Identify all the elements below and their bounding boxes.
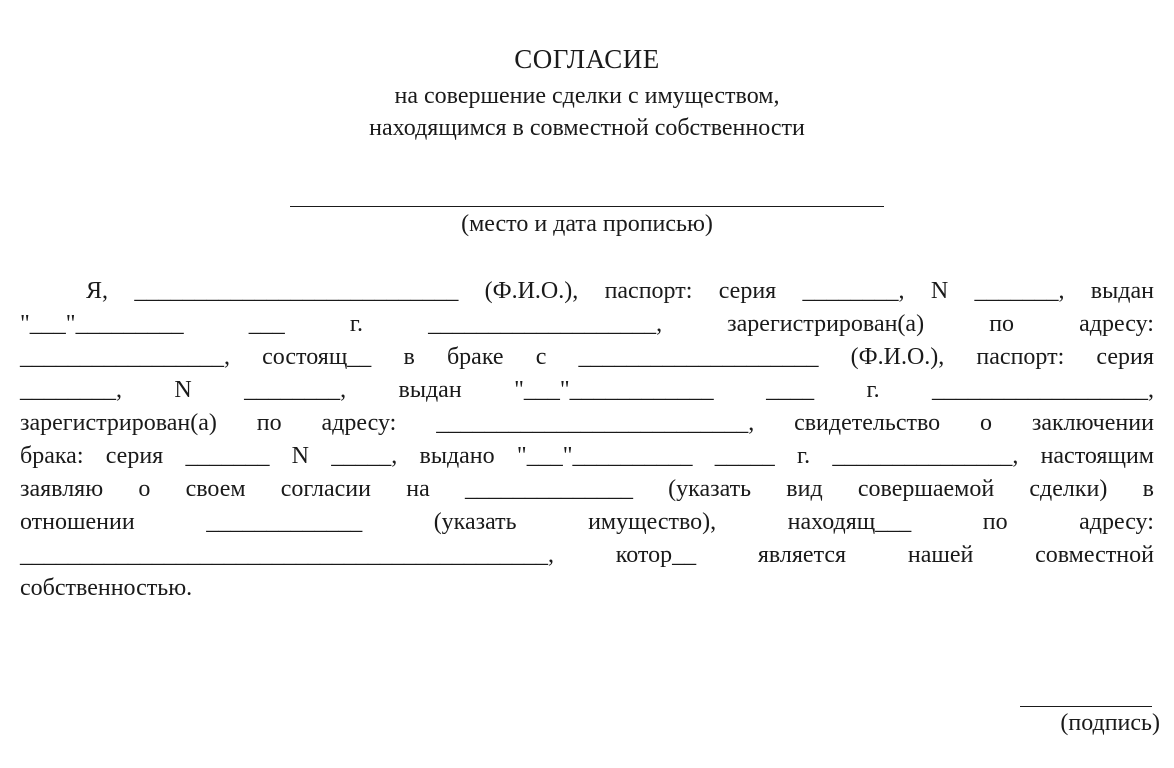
body-word: г.	[796, 443, 811, 469]
document-subtitle-line1: на совершение сделки с имуществом,	[394, 83, 780, 109]
signature-blank-line	[1020, 706, 1152, 707]
body-line-9	[20, 542, 1154, 575]
body-word: ____	[766, 377, 815, 403]
body-word: _________________,	[20, 344, 230, 370]
body-word: паспорт:	[604, 278, 693, 304]
signature-caption: (подпись)	[1060, 710, 1160, 736]
place-date-blank-line	[290, 206, 884, 207]
body-word: г.	[349, 311, 363, 337]
body-word: _______	[185, 443, 270, 469]
body-word: в	[1142, 476, 1154, 502]
body-line-1	[86, 278, 1154, 311]
body-word: адресу:	[1079, 311, 1154, 337]
body-word: N	[291, 443, 310, 469]
body-word: __________________,	[931, 377, 1154, 403]
body-word: котор__	[615, 542, 697, 568]
body-line-5	[20, 410, 1154, 443]
document-title: СОГЛАСИЕ	[514, 44, 660, 74]
body-word: настоящим	[1040, 443, 1154, 469]
body-word: по	[989, 311, 1015, 337]
body-word: _______,	[974, 278, 1065, 304]
body-line-8	[20, 509, 1154, 542]
body-word: __________________________,	[436, 410, 755, 436]
document-subtitle-line2: находящимся в совместной собственности	[369, 115, 805, 141]
body-word: отношении	[20, 509, 135, 535]
body-word: (Ф.И.О.),	[484, 278, 579, 304]
body-word: совершаемой	[857, 476, 995, 502]
body-word: вид	[786, 476, 823, 502]
body-word: совместной	[1035, 542, 1154, 568]
body-word: _______________,	[832, 443, 1019, 469]
body-word: заключении	[1031, 410, 1154, 436]
body-word: "___"__________	[516, 443, 693, 469]
body-word: выдано	[419, 443, 495, 469]
body-word: ____________________	[578, 344, 819, 370]
body-word: согласии	[280, 476, 371, 502]
body-word: (Ф.И.О.),	[850, 344, 945, 370]
body-word: (указать	[668, 476, 752, 502]
body-word: _____,	[331, 443, 398, 469]
body-line-4	[20, 377, 1154, 410]
body-word: адресу:	[321, 410, 397, 436]
body-word: по	[256, 410, 282, 436]
body-word: адресу:	[1079, 509, 1154, 535]
body-word: о	[980, 410, 992, 436]
body-word: ___________________,	[428, 311, 663, 337]
body-word: браке	[446, 344, 504, 370]
body-word: ________,	[244, 377, 347, 403]
body-word: Я,	[86, 278, 109, 304]
body-word: заявляю	[20, 476, 104, 502]
body-word: N	[930, 278, 949, 304]
body-word: брака:	[20, 443, 84, 469]
body-word: свидетельство	[794, 410, 941, 436]
body-word: паспорт:	[976, 344, 1065, 370]
place-date-caption: (место и дата прописью)	[461, 211, 713, 237]
body-word: _____	[714, 443, 775, 469]
body-word: о	[138, 476, 151, 502]
body-line-3	[20, 344, 1154, 377]
body-word: зарегистрирован(а)	[727, 311, 925, 337]
body-word: выдан	[398, 377, 462, 403]
body-word: на	[406, 476, 430, 502]
body-word: имущество),	[588, 509, 717, 535]
body-word: "___"_________	[20, 311, 184, 337]
body-word: _____________	[206, 509, 363, 535]
body-word: выдан	[1090, 278, 1154, 304]
body-word: нашей	[907, 542, 974, 568]
body-word: находящ___	[787, 509, 912, 535]
body-word: серия	[1096, 344, 1154, 370]
body-line-10	[20, 575, 1154, 608]
body-word: ___________________________	[134, 278, 459, 304]
body-word: по	[982, 509, 1008, 535]
body-word: ________,	[802, 278, 905, 304]
body-word: (указать	[433, 509, 517, 535]
body-word: является	[757, 542, 847, 568]
body-word: серия	[105, 443, 164, 469]
body-line-7	[20, 476, 1154, 509]
body-word: ____________________________________________,	[20, 542, 554, 568]
body-word: N	[174, 377, 192, 403]
body-line-6	[20, 443, 1154, 476]
body-word: состоящ__	[262, 344, 372, 370]
body-word: г.	[866, 377, 880, 403]
body-line-2	[20, 311, 1154, 344]
body-word: серия	[718, 278, 777, 304]
body-word: в	[403, 344, 415, 370]
body-word: ______________	[464, 476, 633, 502]
body-word: ___	[248, 311, 285, 337]
body-word: собственностью.	[20, 575, 193, 601]
body-word: с	[535, 344, 547, 370]
body-word: ________,	[20, 377, 122, 403]
body-word: зарегистрирован(а)	[20, 410, 217, 436]
body-word: сделки)	[1029, 476, 1108, 502]
body-word: своем	[185, 476, 246, 502]
body-word: "___"____________	[514, 377, 714, 403]
